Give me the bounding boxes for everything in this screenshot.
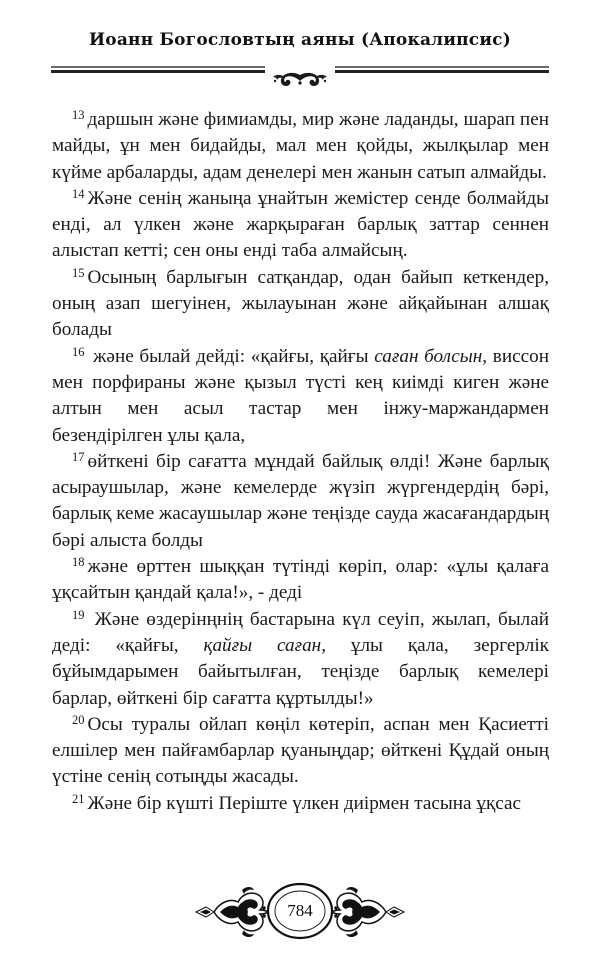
verse-number: 15 xyxy=(72,265,85,280)
verse-text: даршын және фимиамды, мир және ладанды, шарап пен майды, ұн мен бидайды, мал мен қойды, жылқылар мен күйме арбаларды, адам денелері мен жанын сатып алмайды. xyxy=(52,109,549,183)
verse-text-italic: қайғы саған, xyxy=(203,634,326,656)
verse-text: виссон мен порфираны және қызыл түсті кең киімді киген және алтын мен асыл тастар мен інжу-маржандармен безендірілген ұлы қала, xyxy=(52,345,549,446)
verse-number: 19 xyxy=(72,607,85,622)
verse-number: 14 xyxy=(72,186,85,201)
verse-18 xyxy=(52,554,549,607)
verse-text: өйткені бір сағатта мұндай байлық өлді! Және барлық асыраушылар, және кемелерде жүзіп жүргендердің бәрі, барлық кеме жасаушылар және теңізде сауда жасағандардың бәрі алыста болды xyxy=(52,450,549,551)
scripture-text xyxy=(52,107,549,817)
verse-16 xyxy=(52,344,549,449)
page-number: 784 xyxy=(287,901,313,920)
verse-text: және өрттен шыққан түтінді көріп, олар: «ұлы қалаға ұқсайтын қандай қала!», - деді xyxy=(52,556,549,604)
verse-number: 21 xyxy=(72,791,85,806)
verse-15 xyxy=(52,265,549,344)
verse-text: Осы туралы ойлап көңіл көтеріп, аспан мен Қасиетті елшілер мен пайғамбарлар қуаныңдар; өйткені Құдай оның үстіне сенің сотыңды жасады. xyxy=(52,713,549,788)
verse-20 xyxy=(52,712,549,791)
verse-text: ұлы қала, зергерлік бұйымдарымен байытылған, теңізде барлық кемелері барлар, өйткені бір сағатта құртылды!» xyxy=(52,634,549,709)
verse-text: Және бір күшті Періште үлкен диірмен тасына ұқсас xyxy=(87,792,522,814)
verse-text: және былай дейді: «қайғы, қайғы xyxy=(87,345,375,367)
verse-text: Және өздерінңнің бастарына күл сеуіп, жылап, былай деді: «қайғы, xyxy=(52,608,549,656)
verse-21 xyxy=(52,791,549,817)
verse-17 xyxy=(52,449,549,554)
verse-number: 13 xyxy=(72,108,85,122)
header-flourish-icon xyxy=(265,66,335,88)
verse-text: Және сенің жаныңа ұнайтын жемістер сенде болмайды енді, ал үлкен және жарқыраған барлық заттар сеннен алыстап кетті; сен оны енді таба алмайсың. xyxy=(52,187,549,262)
verse-number: 16 xyxy=(72,344,85,359)
verse-13 xyxy=(52,107,549,186)
verse-number: 18 xyxy=(72,555,85,570)
verse-number: 20 xyxy=(72,712,85,727)
running-title: Иоанн Богословтың аяны (Апокалипсис) xyxy=(89,30,511,50)
verse-text-italic: саған болсын, xyxy=(374,345,488,367)
verse-text: Осының барлығын сатқандар, одан байып кеткендер, оның азап шегуінен, жылауынан және айқайынан алшақ болады xyxy=(52,266,549,341)
verse-19 xyxy=(52,607,549,712)
verse-14 xyxy=(52,186,549,265)
verse-number: 17 xyxy=(72,449,85,464)
